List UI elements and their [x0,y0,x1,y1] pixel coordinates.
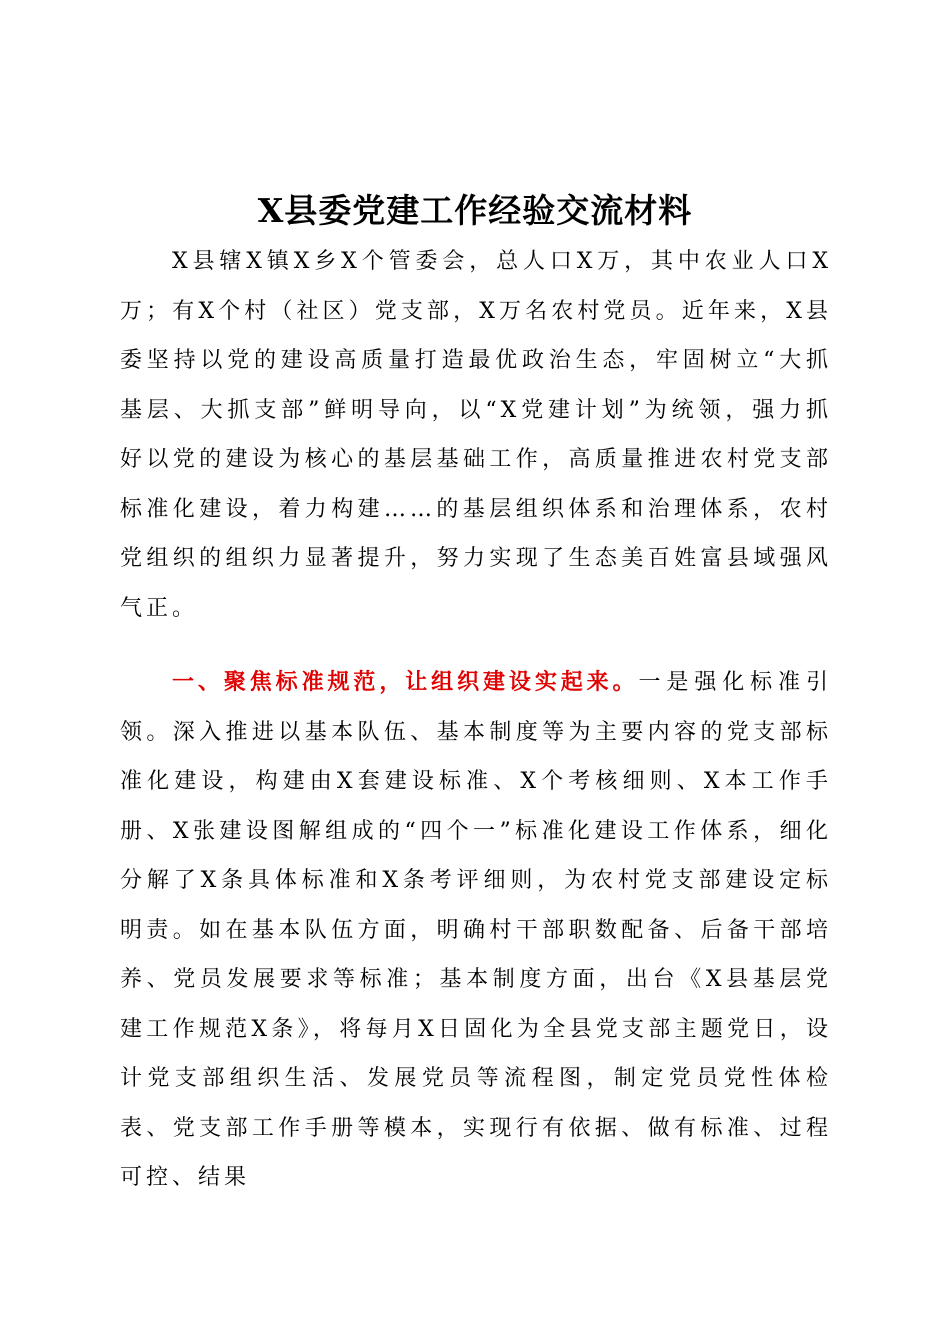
document-title: X县委党建工作经验交流材料 [257,191,693,230]
intro-paragraph: X县辖X镇X乡X个管委会，总人口X万，其中农业人口X万；有X个村（社区）党支部，X万名农村党员。近年来，X县委坚持以党的建设高质量打造最优政治生态，牢固树立“大抓基层、大抓支部”鲜明导向，以“X党建计划”为统领，强力抓好以党的建设为核心的基层基础工作，高质量推进农村党支部标准化建设，着力构建……的基层组织体系和治理体系，农村党组织的组织力显著提升，努力实现了生态美百姓富县域强风气正。 [120,249,832,621]
section-1-body: 一是强化标准引领。深入推进以基本队伍、基本制度等为主要内容的党支部标准化建设，构建由X套建设标准、X个考核细则、X本工作手册、X张建设图解组成的“四个一”标准化建设工作体系，细化分解了X条具体标准和X条考评细则，为农村党支部建设定标明责。如在基本队伍方面，明确村干部职数配备、后备干部培养、党员发展要求等标准；基本制度方面，出台《X县基层党建工作规范X条》，将每月X日固化为全县党支部主题党日，设计党支部组织生活、发展党员等流程图，制定党员党性体检表、党支部工作手册等模本，实现行有依据、做有标准、过程可控、结果 [120,670,832,1190]
section-1-heading: 一、聚焦标准规范，让组织建设实起来。 [172,669,639,695]
section-1-paragraph [120,658,832,1203]
